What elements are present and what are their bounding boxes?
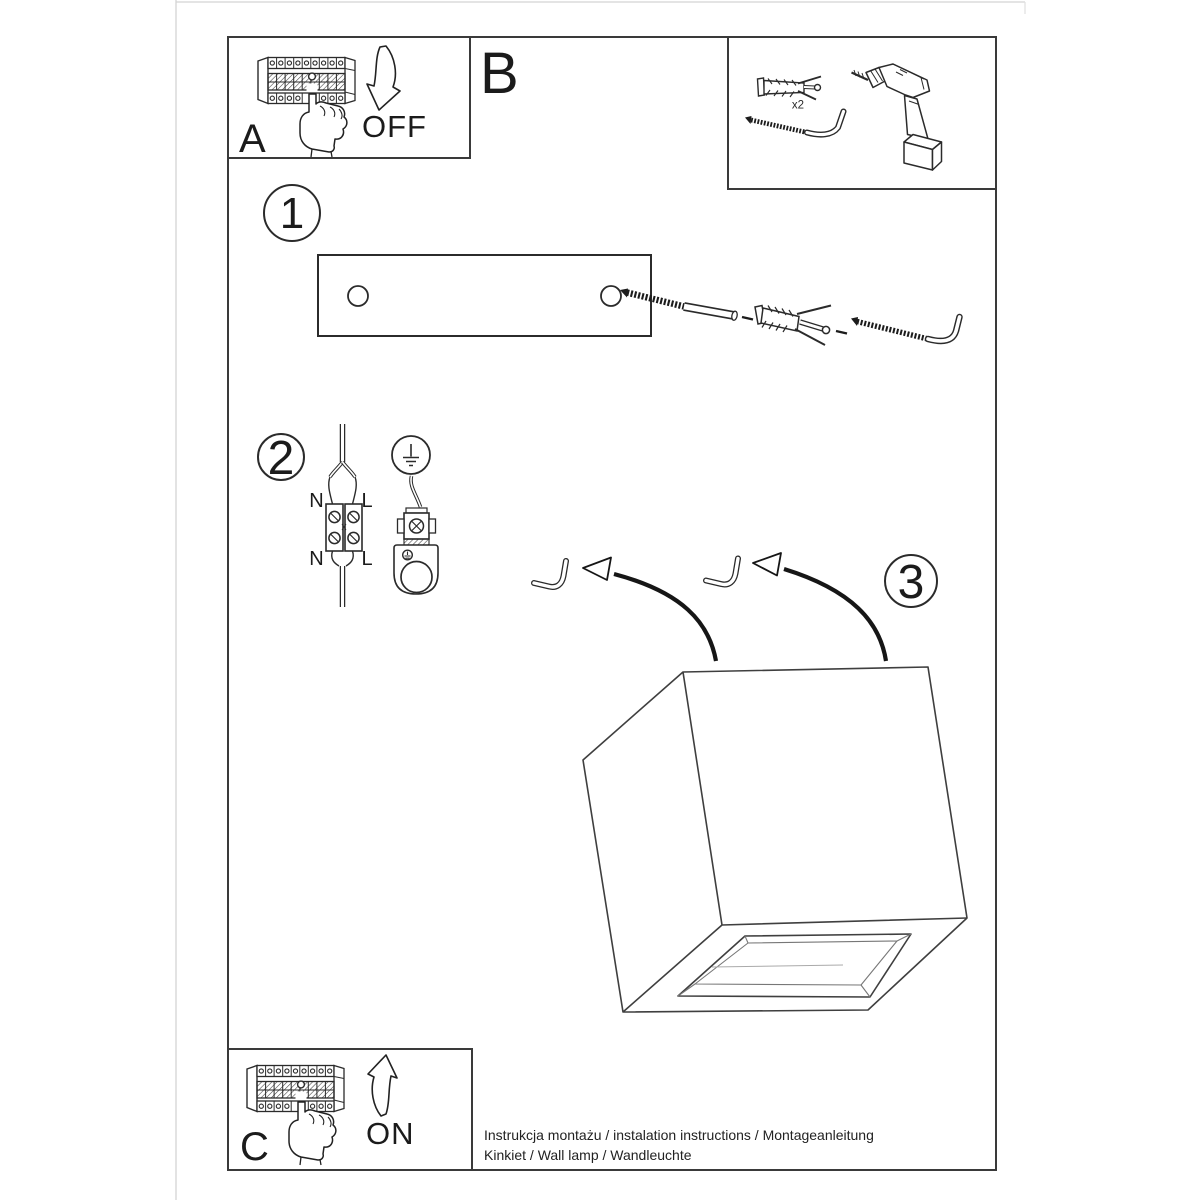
wire-label-l-bottom: L bbox=[361, 548, 373, 570]
panel-a-action-label: OFF bbox=[362, 109, 427, 144]
step-2-number: 2 bbox=[267, 432, 295, 485]
panel-c-action-label: ON bbox=[366, 1116, 415, 1151]
wire-label-n-top: N bbox=[309, 490, 324, 512]
plug-quantity-label: x2 bbox=[791, 99, 805, 112]
footer-line-1: Instrukcja montażu / instalation instructions / Montageanleitung bbox=[484, 1127, 874, 1143]
wire-label-n-bottom: N bbox=[309, 548, 324, 570]
panel-c-label: C bbox=[240, 1125, 269, 1169]
mounting-plate bbox=[318, 255, 651, 336]
ground-symbol-icon bbox=[392, 436, 430, 474]
wire-label-l-top: L bbox=[361, 490, 373, 512]
footer-line-2: Kinkiet / Wall lamp / Wandleuchte bbox=[484, 1147, 692, 1163]
plate-hole-left bbox=[348, 286, 368, 306]
step-1-number: 1 bbox=[279, 189, 305, 238]
plate-hole-right bbox=[601, 286, 621, 306]
step-3-number: 3 bbox=[897, 556, 925, 609]
panel-b-label: B bbox=[480, 41, 519, 106]
cube-wall-lamp bbox=[583, 667, 967, 1012]
panel-a-label: A bbox=[239, 117, 266, 161]
